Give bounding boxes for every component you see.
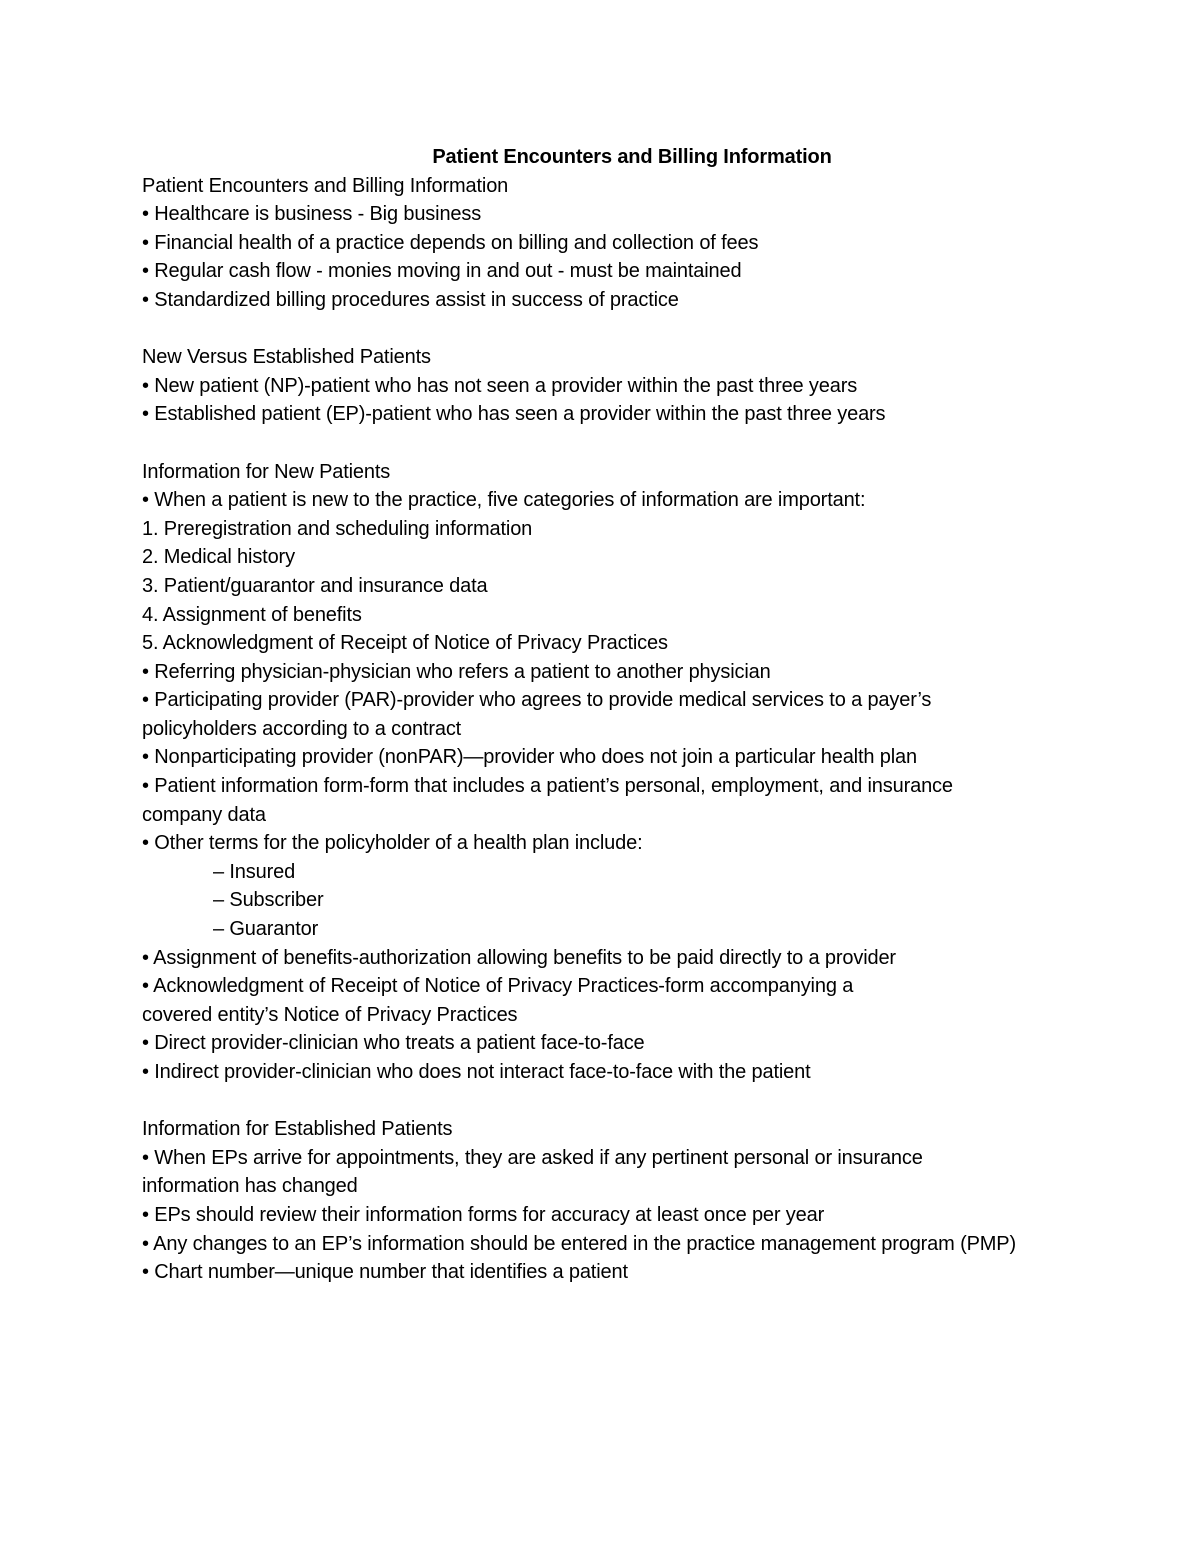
bullet-continuation: covered entity’s Notice of Privacy Practices <box>142 1003 518 1026</box>
paragraph-spacer <box>142 1087 1142 1116</box>
bullet-item: • Assignment of benefits-authorization allowing benefits to be paid directly to a provider <box>142 946 896 969</box>
sub-item: – Subscriber <box>213 889 324 912</box>
section-heading-billing: Patient Encounters and Billing Information <box>142 174 509 197</box>
bullet-item: • Other terms for the policyholder of a health plan include: <box>142 832 643 855</box>
section-heading-new-patients: Information for New Patients <box>142 460 391 483</box>
paragraph-spacer <box>142 315 1142 344</box>
bullet-item: • EPs should review their information forms for accuracy at least once per year <box>142 1203 825 1226</box>
bullet-item: • New patient (NP)-patient who has not seen a provider within the past three years <box>142 374 858 397</box>
bullet-continuation: information has changed <box>142 1175 358 1198</box>
bullet-item: • Established patient (EP)-patient who has seen a provider within the past three years <box>142 403 886 426</box>
bullet-item: • Indirect provider-clinician who does not interact face-to-face with the patient <box>142 1061 811 1083</box>
bullet-item: • Financial health of a practice depends on billing and collection of fees <box>142 231 759 254</box>
paragraph-spacer <box>142 429 1142 458</box>
sub-item: – Guarantor <box>213 918 319 941</box>
bullet-item: • Chart number—unique number that identifies a patient <box>142 1261 628 1284</box>
numbered-item: 5. Acknowledgment of Receipt of Notice of Privacy Practices <box>142 632 668 655</box>
bullet-item: • Standardized billing procedures assist in success of practice <box>142 288 679 311</box>
bullet-item: • When EPs arrive for appointments, they are asked if any pertinent personal or insurance <box>142 1146 923 1169</box>
numbered-item: 2. Medical history <box>142 546 295 569</box>
bullet-continuation: company data <box>142 803 266 826</box>
document-body <box>142 143 1142 1287</box>
section-heading-new-vs-established: New Versus Established Patients <box>142 346 431 369</box>
bullet-item: • Acknowledgment of Receipt of Notice of Privacy Practices-form accompanying a <box>142 975 854 998</box>
section-heading-established-patients: Information for Established Patients <box>142 1118 453 1141</box>
bullet-item: • Direct provider-clinician who treats a patient face-to-face <box>142 1032 645 1055</box>
sub-item: – Insured <box>213 860 296 883</box>
bullet-item: • Nonparticipating provider (nonPAR)—provider who does not join a particular health plan <box>142 746 917 769</box>
document-title: Patient Encounters and Billing Information <box>432 146 832 168</box>
numbered-item: 3. Patient/guarantor and insurance data <box>142 574 488 597</box>
bullet-item: • Referring physician-physician who refers a patient to another physician <box>142 660 771 683</box>
bullet-item: • Regular cash flow - monies moving in and out - must be maintained <box>142 260 742 283</box>
numbered-item: 1. Preregistration and scheduling information <box>142 517 533 540</box>
bullet-item: • Healthcare is business - Big business <box>142 203 482 226</box>
bullet-item: • Patient information form-form that includes a patient’s personal, employment, and insurance <box>142 775 953 798</box>
bullet-item: • Any changes to an EP’s information should be entered in the practice management program (PMP) <box>142 1232 1016 1255</box>
bullet-item: • Participating provider (PAR)-provider who agrees to provide medical services to a payer’s <box>142 689 932 712</box>
bullet-continuation: policyholders according to a contract <box>142 717 462 740</box>
numbered-item: 4. Assignment of benefits <box>142 603 362 626</box>
bullet-item: • When a patient is new to the practice, five categories of information are important: <box>142 489 866 512</box>
